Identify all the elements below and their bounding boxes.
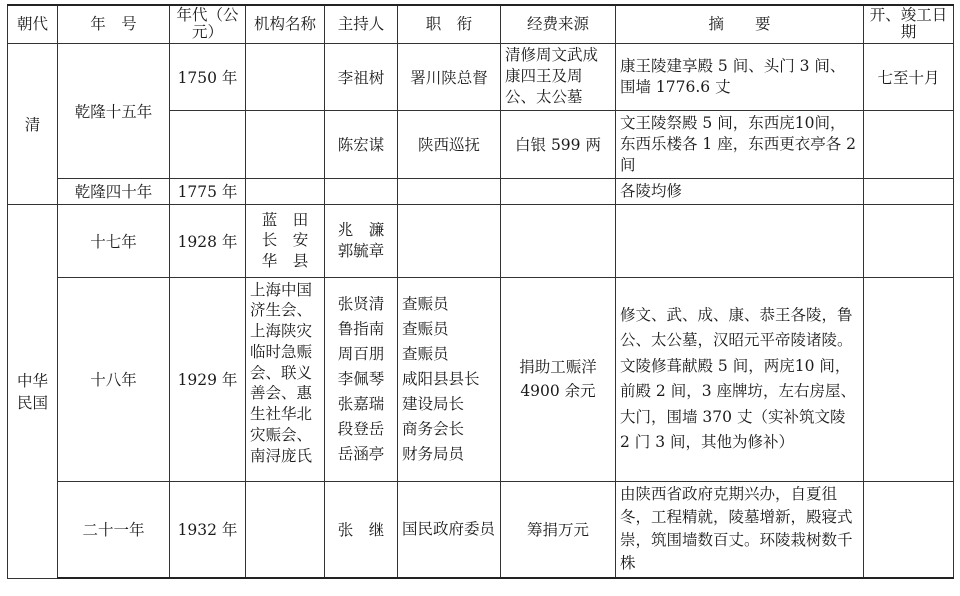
title-cell — [398, 178, 501, 204]
reign-cell: 十七年 — [58, 204, 170, 277]
host-line: 鲁指南 — [337, 319, 385, 338]
reign-cell: 乾隆四十年 — [58, 178, 170, 204]
header-funding: 经费来源 — [501, 5, 616, 43]
host-line: 张嘉瑞 — [337, 394, 385, 413]
agency-cell: 上海中国济生会、上海陕灾临时急赈会、联义善会、惠生社华北灾赈会、南浔庞氏 — [246, 277, 325, 481]
host-cell — [325, 178, 398, 204]
host-line: 李佩琴 — [337, 369, 385, 388]
reign-cell: 十八年 — [58, 277, 170, 481]
dates-cell — [864, 481, 954, 578]
year-cell: 1750 年 — [170, 43, 246, 110]
restoration-records-table — [7, 4, 954, 579]
dates-cell — [864, 178, 954, 204]
title-line: 财务局员 — [402, 444, 465, 463]
summary-cell: 修文、武、成、康、恭王各陵，鲁公、太公墓，汉昭元平帝陵诸陵。文陵修葺献殿 5 间，两庑10 间，前殿 2 间，3 座牌坊，左右房屋、大门，围墙 370 丈（实补筑文陵 2 门 3 间，其他为修补） — [616, 277, 864, 481]
host-line: 岳涵亭 — [337, 444, 385, 463]
host-line: 段登岳 — [337, 419, 385, 438]
header-title: 职 衔 — [398, 5, 501, 43]
agency-line: 长 安 — [261, 231, 309, 250]
title-line: 建设局长 — [402, 394, 465, 413]
dates-cell — [864, 277, 954, 481]
host-line: 郭毓章 — [337, 241, 385, 260]
table-row — [8, 277, 954, 481]
agency-cell — [246, 481, 325, 578]
dynasty-qing: 清 — [8, 43, 58, 204]
title-cell — [398, 204, 501, 277]
title-line: 商务会长 — [402, 419, 465, 438]
funding-cell: 白银 599 两 — [501, 110, 616, 178]
funding-cell: 筹捐万元 — [501, 481, 616, 578]
dates-cell: 七至十月 — [864, 43, 954, 110]
agency-cell — [246, 43, 325, 110]
host-cell: 陈宏谋 — [325, 110, 398, 178]
dates-cell — [864, 204, 954, 277]
host-line: 周百朋 — [337, 344, 385, 363]
header-agency: 机构名称 — [246, 5, 325, 43]
year-cell: 1929 年 — [170, 277, 246, 481]
summary-cell: 由陕西省政府克期兴办，自夏徂冬，工程精就，陵墓增新，殿寝式崇，筑围墙数百丈。环陵栽树数千株 — [616, 481, 864, 578]
header-dates: 开、竣工日期 — [864, 5, 954, 43]
year-cell: 1775 年 — [170, 178, 246, 204]
header-host: 主持人 — [325, 5, 398, 43]
header-reign: 年 号 — [58, 5, 170, 43]
host-cell — [325, 277, 398, 481]
host-cell — [325, 204, 398, 277]
header-row — [8, 5, 954, 43]
title-cell: 国民政府委员 — [398, 481, 501, 578]
funding-cell — [501, 204, 616, 277]
host-cell: 李祖树 — [325, 43, 398, 110]
year-cell — [170, 110, 246, 178]
header-year: 年代（公元） — [170, 5, 246, 43]
agency-cell — [246, 110, 325, 178]
agency-line: 蓝 田 — [261, 210, 309, 229]
title-line: 查赈员 — [402, 344, 449, 363]
host-cell: 张 继 — [325, 481, 398, 578]
funding-cell: 清修周文武成康四王及周公、太公墓 — [501, 43, 616, 110]
reign-cell: 乾隆十五年 — [58, 43, 170, 178]
host-line: 兆 濂 — [337, 221, 385, 239]
header-dynasty: 朝代 — [8, 5, 58, 43]
title-line: 查赈员 — [402, 294, 449, 313]
summary-cell: 文王陵祭殿 5 间，东西庑10间，东西乐楼各 1 座，东西更衣亭各 2 间 — [616, 110, 864, 178]
summary-cell: 康王陵建享殿 5 间、头门 3 间、围墙 1776.6 丈 — [616, 43, 864, 110]
table-row — [8, 178, 954, 204]
funding-cell: 捐助工赈洋 4900 余元 — [501, 277, 616, 481]
host-line: 张贤清 — [337, 294, 385, 313]
funding-cell — [501, 178, 616, 204]
table-row — [8, 481, 954, 578]
table-row — [8, 204, 954, 277]
title-line: 咸阳县县长 — [402, 369, 480, 388]
year-cell: 1928 年 — [170, 204, 246, 277]
summary-cell: 各陵均修 — [616, 178, 864, 204]
dates-cell — [864, 110, 954, 178]
title-line: 查赈员 — [402, 319, 449, 338]
table-row — [8, 43, 954, 110]
dynasty-roc: 中华民国 — [8, 204, 58, 578]
title-cell: 署川陕总督 — [398, 43, 501, 110]
title-cell: 陕西巡抚 — [398, 110, 501, 178]
reign-cell: 二十一年 — [58, 481, 170, 578]
agency-cell — [246, 204, 325, 277]
header-summary: 摘 要 — [616, 5, 864, 43]
title-cell — [398, 277, 501, 481]
agency-cell — [246, 178, 325, 204]
year-cell: 1932 年 — [170, 481, 246, 578]
agency-line: 华 县 — [261, 251, 309, 270]
summary-cell — [616, 204, 864, 277]
